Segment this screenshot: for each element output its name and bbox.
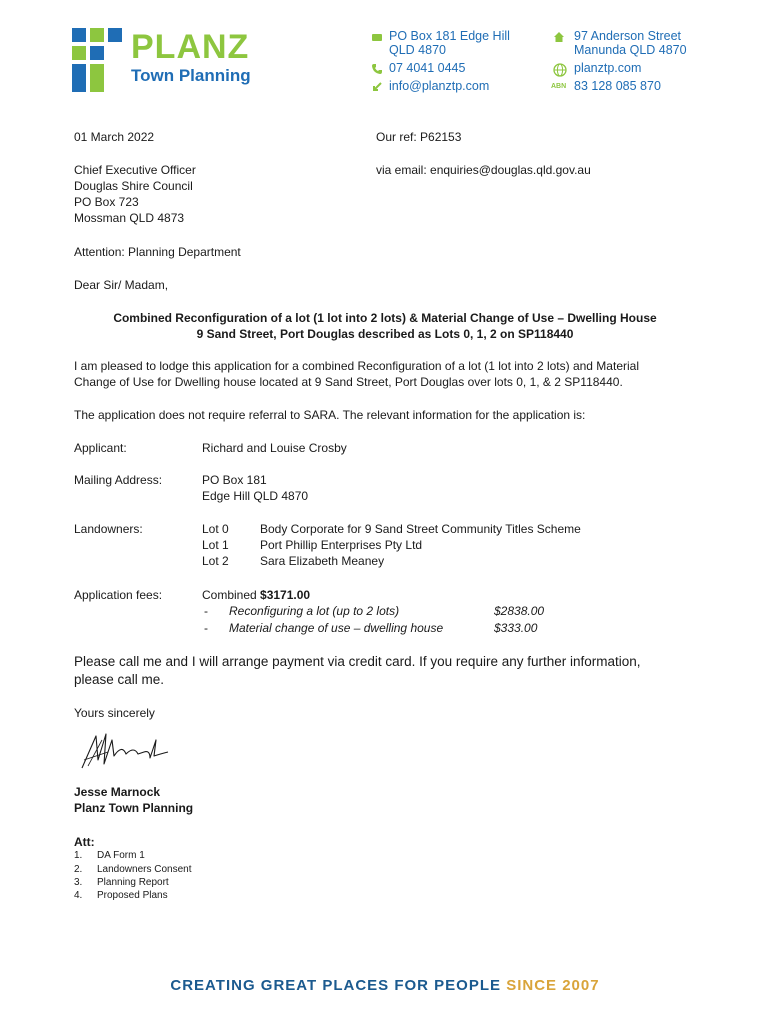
footer-tagline-accent: SINCE 2007 <box>506 977 600 994</box>
logo-wordmark: PLANZ <box>131 28 250 66</box>
footer-tagline <box>0 977 770 994</box>
planz-logo-mark <box>72 28 122 92</box>
fee-dash: - <box>204 604 208 618</box>
paragraph-2: The application does not require referral to SARA. The relevant information for the application is: <box>74 408 586 422</box>
email-arrow-icon <box>371 81 383 93</box>
fees-combined <box>202 587 310 603</box>
attention-line: Attention: Planning Department <box>74 245 241 259</box>
abn-label: ABN <box>551 83 567 90</box>
website-link[interactable]: planztp.com <box>574 61 642 75</box>
recipient-line: Mossman QLD 4873 <box>74 211 185 225</box>
attachment-item: Planning Report <box>97 877 169 888</box>
salutation: Dear Sir/ Madam, <box>74 278 169 292</box>
lot-number: Lot 0 <box>202 522 229 536</box>
logo-subtitle: Town Planning <box>131 66 251 85</box>
closing-line-2: please call me. <box>74 672 165 687</box>
attachments-label: Att: <box>74 835 95 849</box>
globe-icon <box>553 63 567 77</box>
attachment-item: DA Form 1 <box>97 850 145 861</box>
sign-off: Yours sincerely <box>74 706 155 720</box>
recipient-line: Douglas Shire Council <box>74 179 193 193</box>
letter-date: 01 March 2022 <box>74 130 155 144</box>
mailing-line-2: Edge Hill QLD 4870 <box>202 489 309 503</box>
paragraph-1-line-2: Change of Use for Dwelling house located at 9 Sand Street, Port Douglas over lots 0, 1, & 2 SP118440. <box>74 375 623 389</box>
signer-name: Jesse Marnock <box>74 785 161 799</box>
footer-tagline-main: CREATING GREAT PLACES FOR PEOPLE <box>170 977 507 994</box>
lot-number: Lot 1 <box>202 538 229 552</box>
street-address-line-1: 97 Anderson Street <box>574 29 682 43</box>
home-icon <box>553 31 565 43</box>
email-address[interactable]: info@planztp.com <box>389 79 490 93</box>
closing-line-1: Please call me and I will arrange payment via credit card. If you require any further information, <box>74 654 641 669</box>
handwritten-signature <box>78 730 170 772</box>
lot-owner: Sara Elizabeth Meaney <box>260 554 385 568</box>
abn-number: 83 128 085 870 <box>574 79 661 93</box>
fees-label: Application fees: <box>74 588 163 602</box>
fee-description: Reconfiguring a lot (up to 2 lots) <box>229 604 400 618</box>
via-email: via email: enquiries@douglas.qld.gov.au <box>376 163 591 177</box>
postal-address-line-1: PO Box 181 Edge Hill <box>389 29 510 43</box>
applicant-value: Richard and Louise Crosby <box>202 441 347 455</box>
fee-dash: - <box>204 621 208 635</box>
paragraph-1-line-1: I am pleased to lodge this application for a combined Reconfiguration of a lot (1 lot into 2 lots) and Material <box>74 359 639 373</box>
phone-icon <box>371 63 383 75</box>
subject-line-2: 9 Sand Street, Port Douglas described as Lots 0, 1, 2 on SP118440 <box>196 327 574 341</box>
phone-number[interactable]: 07 4041 0445 <box>389 61 466 75</box>
fees-combined-value: $3171.00 <box>260 588 311 602</box>
mailing-label: Mailing Address: <box>74 473 163 487</box>
fee-description: Material change of use – dwelling house <box>229 621 444 635</box>
lot-owner: Body Corporate for 9 Sand Street Community Titles Scheme <box>260 522 581 536</box>
attachment-item: Landowners Consent <box>97 864 192 875</box>
recipient-line: Chief Executive Officer <box>74 163 196 177</box>
attachment-number: 3. <box>74 877 83 888</box>
signer-organisation: Planz Town Planning <box>74 801 194 815</box>
mailing-line-1: PO Box 181 <box>202 473 267 487</box>
applicant-label: Applicant: <box>74 441 127 455</box>
attachment-item: Proposed Plans <box>97 890 168 901</box>
postal-address-line-2: QLD 4870 <box>389 43 446 57</box>
our-reference: Our ref: P62153 <box>376 130 462 144</box>
street-address-line-2: Manunda QLD 4870 <box>574 43 687 57</box>
subject-line-1: Combined Reconfiguration of a lot (1 lot into 2 lots) & Material Change of Use – Dwelling House <box>113 311 657 325</box>
attachment-number: 2. <box>74 864 83 875</box>
fee-amount: $2838.00 <box>494 604 545 618</box>
mailbox-icon <box>371 31 383 43</box>
fees-combined-label: Combined <box>202 588 261 602</box>
attachment-number: 1. <box>74 850 83 861</box>
fee-amount: $333.00 <box>494 621 538 635</box>
recipient-line: PO Box 723 <box>74 195 139 209</box>
landowners-label: Landowners: <box>74 522 143 536</box>
attachment-number: 4. <box>74 890 83 901</box>
lot-owner: Port Phillip Enterprises Pty Ltd <box>260 538 423 552</box>
lot-number: Lot 2 <box>202 554 229 568</box>
